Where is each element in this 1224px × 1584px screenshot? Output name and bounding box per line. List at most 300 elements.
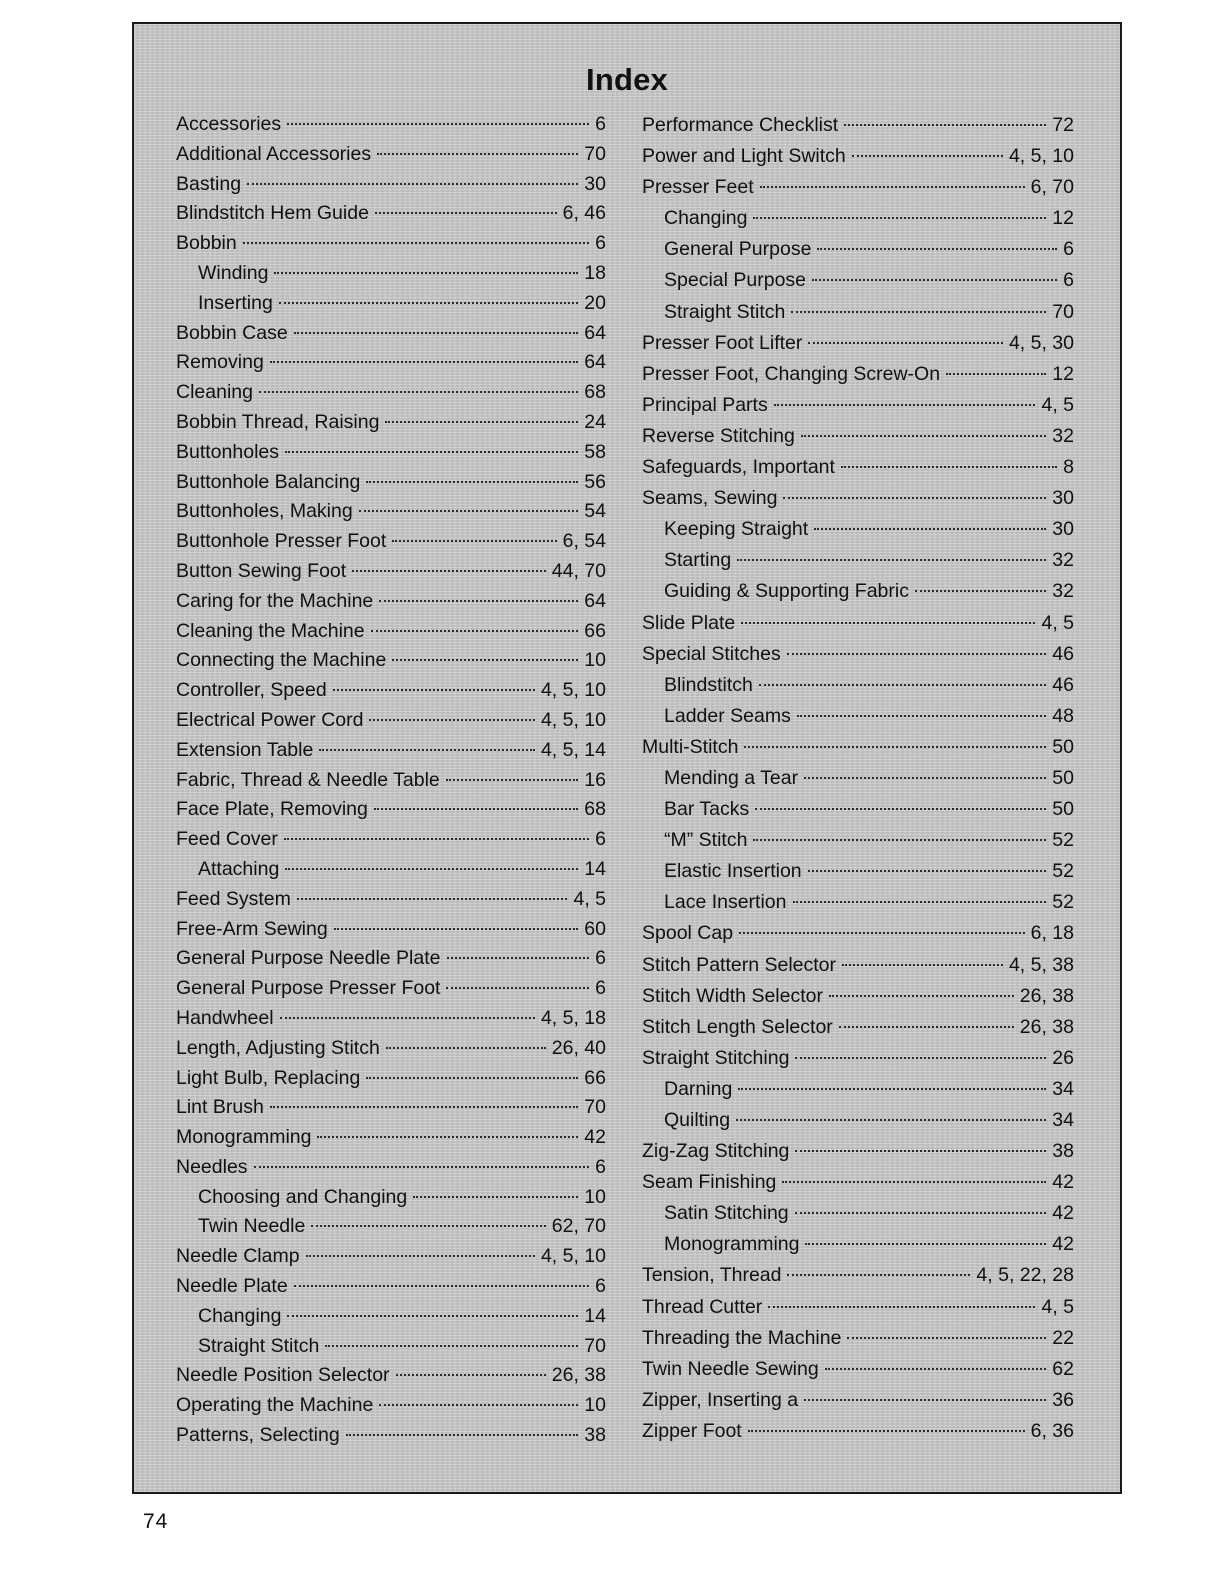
index-pages: 6, 54	[562, 530, 606, 553]
dot-leader	[379, 1403, 578, 1406]
index-term: Straight Stitch	[664, 300, 786, 323]
index-term: Feed System	[176, 887, 291, 910]
index-pages: 62	[1052, 1357, 1074, 1380]
index-entry	[176, 1391, 606, 1421]
index-pages: 42	[1052, 1202, 1074, 1225]
index-term: Keeping Straight	[664, 518, 809, 541]
index-entry	[176, 706, 606, 736]
index-pages: 4, 5, 10	[540, 1245, 606, 1268]
dot-leader	[333, 688, 535, 691]
index-term: Bar Tacks	[664, 798, 750, 821]
dot-leader	[285, 450, 578, 453]
index-pages: 70	[1052, 300, 1074, 323]
index-term: Mending a Tear	[664, 766, 799, 789]
index-pages: 26	[1052, 1046, 1074, 1069]
index-term: Spool Cap	[642, 922, 734, 945]
dot-leader	[334, 927, 579, 930]
index-pages: 70	[584, 1096, 606, 1119]
index-entry	[176, 944, 606, 974]
index-pages: 6	[595, 1275, 606, 1298]
index-pages: 18	[584, 261, 606, 284]
index-term: Lint Brush	[176, 1096, 264, 1119]
index-subentry	[642, 856, 1074, 887]
index-entry	[642, 981, 1074, 1012]
index-term: Stitch Length Selector	[642, 1015, 833, 1038]
index-term: Ladder Seams	[664, 704, 791, 727]
index-pages: 70	[584, 142, 606, 165]
index-term: Thread Cutter	[642, 1295, 763, 1318]
index-term: Zipper, Inserting a	[642, 1388, 799, 1411]
dot-leader	[259, 390, 578, 393]
dot-leader	[270, 1105, 578, 1108]
index-entry	[176, 229, 606, 259]
dot-leader	[844, 123, 1046, 126]
dot-leader	[285, 867, 578, 870]
index-term: Inserting	[198, 291, 273, 314]
dot-leader	[317, 1135, 578, 1138]
dot-leader	[787, 652, 1047, 655]
dot-leader	[366, 480, 578, 483]
index-entry	[176, 468, 606, 498]
index-term: Seam Finishing	[642, 1171, 777, 1194]
index-pages: 12	[1052, 362, 1074, 385]
index-entry	[176, 527, 606, 557]
index-pages: 4, 5, 18	[540, 1006, 606, 1029]
index-entry	[176, 1242, 606, 1272]
index-term: Bobbin	[176, 232, 237, 255]
index-pages: 6	[595, 977, 606, 1000]
dot-leader	[737, 558, 1046, 561]
dot-leader	[375, 211, 557, 214]
index-subentry	[642, 763, 1074, 794]
index-pages: 42	[1052, 1171, 1074, 1194]
index-entry	[176, 885, 606, 915]
index-subentry	[642, 297, 1074, 328]
index-term: General Purpose Needle Plate	[176, 947, 441, 970]
index-term: Straight Stitching	[642, 1046, 790, 1069]
index-subentry	[176, 289, 606, 319]
index-entry	[642, 639, 1074, 670]
index-entry	[642, 1416, 1074, 1447]
dot-leader	[808, 341, 1003, 344]
index-term: Quilting	[664, 1109, 731, 1131]
index-entry	[176, 646, 606, 676]
index-pages: 68	[584, 381, 606, 404]
index-pages: 6	[595, 113, 606, 135]
index-pages: 26, 38	[551, 1364, 606, 1387]
index-term: General Purpose Presser Foot	[176, 977, 441, 1000]
index-pages: 64	[584, 321, 606, 344]
dot-leader	[270, 360, 579, 363]
dot-leader	[787, 1273, 970, 1276]
index-pages: 4, 5	[573, 887, 606, 910]
index-term: Presser Foot, Changing Screw-On	[642, 362, 941, 385]
index-pages: 20	[584, 291, 606, 314]
index-term: Blindstitch	[664, 673, 753, 696]
index-pages: 26, 38	[1019, 1015, 1074, 1038]
index-term: Special Stitches	[642, 642, 781, 665]
index-subentry	[642, 203, 1074, 234]
index-pages: 46	[1052, 673, 1074, 696]
index-pages: 30	[1052, 518, 1074, 541]
dot-leader	[311, 1224, 545, 1227]
index-pages: 50	[1052, 735, 1074, 758]
index-pages: 34	[1052, 1109, 1074, 1131]
index-pages: 42	[584, 1126, 606, 1149]
index-subentry	[176, 1183, 606, 1213]
index-entry	[176, 408, 606, 438]
dot-leader	[753, 838, 1046, 841]
index-entry	[176, 736, 606, 766]
dot-leader	[386, 1046, 546, 1049]
index-entry	[642, 172, 1074, 203]
index-subentry	[642, 576, 1074, 607]
index-pages: 50	[1052, 766, 1074, 789]
index-term: Attaching	[198, 857, 280, 880]
index-term: Changing	[664, 207, 748, 230]
index-subentry	[642, 545, 1074, 576]
dot-leader	[274, 271, 578, 274]
index-pages: 4, 5	[1041, 611, 1074, 634]
dot-leader	[915, 589, 1046, 592]
index-term: Needle Plate	[176, 1275, 288, 1298]
index-term: Needles	[176, 1155, 248, 1178]
index-pages: 4, 5, 38	[1008, 953, 1074, 976]
index-term: Elastic Insertion	[664, 860, 802, 883]
index-pages: 34	[1052, 1077, 1074, 1100]
dot-leader	[744, 745, 1046, 748]
dot-leader	[294, 1284, 589, 1287]
dot-leader	[847, 1336, 1046, 1339]
index-term: Electrical Power Cord	[176, 708, 364, 731]
index-term: Extension Table	[176, 738, 314, 761]
dot-leader	[385, 420, 578, 423]
index-term: Patterns, Selecting	[176, 1424, 340, 1447]
index-term: Stitch Pattern Selector	[642, 953, 837, 976]
index-subentry	[642, 234, 1074, 265]
index-entry	[176, 676, 606, 706]
dot-leader	[392, 539, 556, 542]
index-pages: 6, 70	[1030, 176, 1074, 199]
index-pages: 66	[584, 1066, 606, 1089]
index-pages: 10	[584, 1394, 606, 1417]
index-subentry	[642, 825, 1074, 856]
dot-leader	[346, 1433, 579, 1436]
index-entry	[642, 1385, 1074, 1416]
index-pages: 26, 40	[551, 1036, 606, 1059]
index-pages: 42	[1052, 1233, 1074, 1256]
dot-leader	[294, 331, 579, 334]
dot-leader	[377, 152, 578, 155]
index-pages: 70	[584, 1334, 606, 1357]
dot-leader	[374, 807, 578, 810]
index-entry	[642, 141, 1074, 172]
dot-leader	[753, 216, 1046, 219]
index-pages: 52	[1052, 829, 1074, 852]
index-entry	[176, 1123, 606, 1153]
index-term: Cleaning	[176, 381, 253, 404]
dot-leader	[325, 1344, 578, 1347]
index-pages: 52	[1052, 860, 1074, 883]
dot-leader	[759, 683, 1046, 686]
index-term: Twin Needle Sewing	[642, 1357, 819, 1380]
dot-leader	[359, 509, 579, 512]
index-pages: 4, 5, 30	[1008, 331, 1074, 354]
dot-leader	[797, 714, 1046, 717]
index-pages: 14	[584, 857, 606, 880]
index-pages: 44, 70	[551, 559, 606, 582]
index-term: “M” Stitch	[664, 829, 748, 852]
index-term: Threading the Machine	[642, 1326, 842, 1349]
index-term: Special Purpose	[664, 269, 807, 292]
index-term: Starting	[664, 549, 732, 572]
index-entry	[176, 1421, 606, 1451]
index-pages: 6	[1063, 238, 1074, 261]
index-term: Handwheel	[176, 1006, 274, 1029]
index-entry	[176, 378, 606, 408]
dot-leader	[795, 1149, 1046, 1152]
index-subentry	[642, 514, 1074, 545]
dot-leader	[741, 621, 1035, 624]
page-title: Index	[586, 62, 668, 97]
index-term: Stitch Width Selector	[642, 984, 823, 1007]
dot-leader	[946, 372, 1046, 375]
index-pages: 4, 5, 10	[540, 708, 606, 731]
dot-leader	[396, 1373, 546, 1376]
index-pages: 66	[584, 619, 606, 642]
index-entry	[176, 319, 606, 349]
index-entry	[642, 950, 1074, 981]
index-term: Free-Arm Sewing	[176, 917, 328, 940]
dot-leader	[760, 185, 1025, 188]
dot-leader	[795, 1056, 1046, 1059]
index-subentry	[642, 1074, 1074, 1105]
index-term: Straight Stitch	[198, 1334, 320, 1357]
index-pages: 22	[1052, 1326, 1074, 1349]
index-pages: 16	[584, 768, 606, 791]
dot-leader	[352, 569, 546, 572]
index-pages: 4, 5, 10	[540, 679, 606, 702]
index-entry	[642, 1323, 1074, 1354]
index-term: Winding	[198, 261, 269, 284]
dot-leader	[371, 629, 579, 632]
dot-leader	[319, 748, 535, 751]
index-entry	[176, 825, 606, 855]
index-pages: 30	[584, 172, 606, 195]
index-pages: 12	[1052, 207, 1074, 230]
index-pages: 6	[595, 828, 606, 851]
index-column-right	[642, 110, 1074, 1447]
index-term: Light Bulb, Replacing	[176, 1066, 361, 1089]
index-entry	[176, 348, 606, 378]
dot-leader	[446, 986, 589, 989]
index-term: Cleaning the Machine	[176, 619, 365, 642]
index-pages: 6, 18	[1030, 922, 1074, 945]
index-entry	[642, 328, 1074, 359]
index-term: Tension, Thread	[642, 1264, 782, 1287]
index-subentry	[176, 1332, 606, 1362]
index-term: Darning	[664, 1077, 733, 1100]
index-pages: 54	[584, 500, 606, 523]
index-pages: 72	[1052, 114, 1074, 136]
dot-leader	[839, 1025, 1014, 1028]
index-entry	[642, 1354, 1074, 1385]
dot-leader	[791, 310, 1046, 313]
dot-leader	[842, 963, 1003, 966]
index-subentry	[642, 670, 1074, 701]
dot-leader	[280, 1016, 535, 1019]
index-pages: 38	[584, 1424, 606, 1447]
dot-leader	[801, 434, 1046, 437]
dot-leader	[829, 994, 1014, 997]
dot-leader	[814, 527, 1046, 530]
dot-leader	[379, 599, 578, 602]
dot-leader	[738, 1087, 1046, 1090]
index-term: Monogramming	[664, 1233, 800, 1256]
index-pages: 56	[584, 470, 606, 493]
index-entry	[176, 1093, 606, 1123]
dot-leader	[279, 301, 579, 304]
index-term: Buttonhole Presser Foot	[176, 530, 387, 553]
dot-leader	[808, 869, 1047, 872]
index-column-left	[176, 110, 606, 1451]
index-term: Slide Plate	[642, 611, 736, 634]
index-entry	[642, 1012, 1074, 1043]
index-pages: 36	[1052, 1388, 1074, 1411]
index-term: Length, Adjusting Stitch	[176, 1036, 380, 1059]
index-entry	[176, 1034, 606, 1064]
index-subentry	[176, 1212, 606, 1242]
index-pages: 64	[584, 589, 606, 612]
index-term: Controller, Speed	[176, 679, 327, 702]
index-entry	[176, 170, 606, 200]
index-term: Monogramming	[176, 1126, 312, 1149]
dot-leader	[736, 1118, 1046, 1121]
index-pages: 38	[1052, 1140, 1074, 1163]
index-term: Buttonholes	[176, 440, 279, 463]
index-entry	[176, 497, 606, 527]
index-pages: 6, 36	[1030, 1419, 1074, 1442]
index-term: General Purpose	[664, 238, 812, 261]
index-entry	[642, 1043, 1074, 1074]
index-entry	[642, 1292, 1074, 1323]
index-pages: 4, 5	[1041, 1295, 1074, 1318]
index-term: Operating the Machine	[176, 1394, 374, 1417]
index-entry	[642, 1136, 1074, 1167]
index-entry	[642, 359, 1074, 390]
index-pages: 8	[1063, 456, 1074, 479]
index-term: Guiding & Supporting Fabric	[664, 580, 909, 603]
index-pages: 14	[584, 1304, 606, 1327]
index-entry	[642, 1167, 1074, 1198]
dot-leader	[852, 154, 1003, 157]
index-entry	[642, 483, 1074, 514]
index-term: Lace Insertion	[664, 891, 787, 914]
index-pages: 32	[1052, 580, 1074, 603]
index-term: Fabric, Thread & Needle Table	[176, 768, 440, 791]
dot-leader	[795, 1211, 1047, 1214]
dot-leader	[297, 897, 568, 900]
index-entry	[642, 390, 1074, 421]
index-subentry	[642, 1198, 1074, 1229]
dot-leader	[392, 658, 578, 661]
index-pages: 30	[1052, 487, 1074, 510]
index-term: Basting	[176, 172, 242, 195]
dot-leader	[768, 1305, 1035, 1308]
index-entry	[176, 766, 606, 796]
dot-leader	[817, 247, 1057, 250]
index-entry	[176, 795, 606, 825]
index-pages: 6, 46	[562, 202, 606, 225]
index-term: Zipper Foot	[642, 1419, 742, 1442]
dot-leader	[369, 718, 534, 721]
index-pages: 48	[1052, 704, 1074, 727]
index-term: Blindstitch Hem Guide	[176, 202, 369, 225]
dot-leader	[812, 278, 1057, 281]
index-entry	[176, 140, 606, 170]
index-term: Additional Accessories	[176, 142, 372, 165]
index-pages: 10	[584, 1185, 606, 1208]
dot-leader	[413, 1195, 578, 1198]
index-entry	[176, 617, 606, 647]
dot-leader	[783, 496, 1046, 499]
index-pages: 6	[595, 1155, 606, 1178]
dot-leader	[782, 1180, 1046, 1183]
index-pages: 64	[584, 351, 606, 374]
index-pages: 32	[1052, 424, 1074, 447]
index-entry	[176, 1272, 606, 1302]
index-term: Seams, Sewing	[642, 487, 778, 510]
index-term: Face Plate, Removing	[176, 798, 368, 821]
index-pages: 26, 38	[1019, 984, 1074, 1007]
index-term: Bobbin Case	[176, 321, 288, 344]
dot-leader	[447, 956, 590, 959]
dot-leader	[284, 837, 589, 840]
index-pages: 4, 5, 14	[540, 738, 606, 761]
index-entry	[176, 1064, 606, 1094]
index-subentry	[176, 1302, 606, 1332]
index-subentry	[642, 265, 1074, 296]
index-entry	[642, 608, 1074, 639]
index-pages: 32	[1052, 549, 1074, 572]
index-subentry	[642, 701, 1074, 732]
index-term: Feed Cover	[176, 828, 278, 851]
index-entry	[176, 438, 606, 468]
index-term: Power and Light Switch	[642, 145, 846, 168]
index-pages: 4, 5, 22, 28	[976, 1264, 1074, 1287]
index-subentry	[642, 794, 1074, 825]
index-entry	[176, 974, 606, 1004]
index-panel	[132, 22, 1122, 1494]
dot-leader	[804, 1398, 1046, 1401]
dot-leader	[793, 900, 1047, 903]
index-term: Accessories	[176, 113, 282, 135]
dot-leader	[841, 465, 1057, 468]
index-term: Connecting the Machine	[176, 649, 387, 672]
index-subentry	[642, 887, 1074, 918]
index-term: Safeguards, Important	[642, 456, 835, 479]
index-term: Presser Feet	[642, 176, 754, 199]
dot-leader	[755, 807, 1046, 810]
index-entry	[642, 421, 1074, 452]
index-subentry	[176, 855, 606, 885]
index-term: Caring for the Machine	[176, 589, 374, 612]
index-entry	[176, 1004, 606, 1034]
index-entry	[176, 110, 606, 140]
index-pages: 6	[1063, 269, 1074, 292]
index-pages: 6	[595, 232, 606, 255]
index-pages: 62, 70	[551, 1215, 606, 1238]
